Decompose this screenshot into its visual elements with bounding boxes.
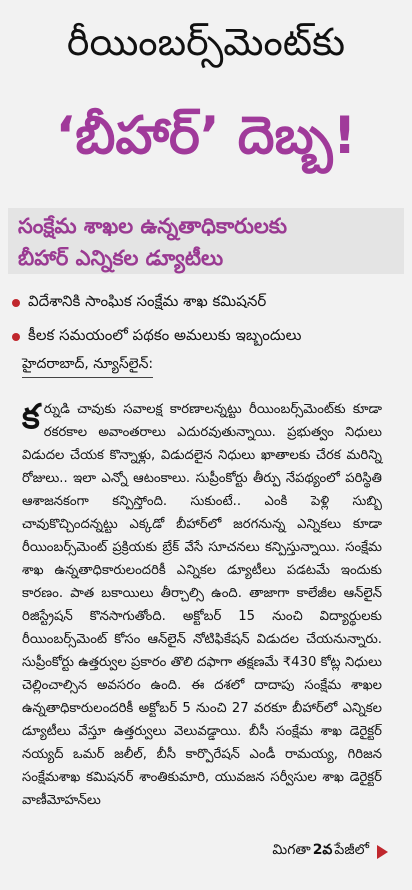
arrow-right-icon	[377, 845, 388, 859]
subheading-box	[8, 208, 404, 274]
subheading-line-2: బీహార్ ఎన్నికల డ్యూటీలు	[18, 246, 224, 270]
article-body	[22, 398, 382, 812]
bullet-item	[8, 286, 404, 320]
bullet-list	[8, 286, 404, 354]
headline-line-1: రీయింబర్స్‌మెంట్‌కు	[66, 20, 346, 64]
bullet-dot-icon	[12, 299, 20, 307]
continued-on-page[interactable]	[272, 842, 388, 861]
continued-suffix: పేజీలో	[334, 842, 369, 858]
bullet-text: విదేశానికి సాంఘిక సంక్షేమ శాఖ కమిషనర్	[28, 292, 267, 310]
drop-cap: క	[22, 397, 40, 437]
headline-line-2: ‘బీహార్’ దెబ్బ!	[55, 106, 357, 166]
continued-prefix: మిగతా	[272, 842, 311, 858]
continued-page-number: 2వ	[312, 842, 333, 858]
bullet-text: కీలక సమయంలో పథకం అమలుకు ఇబ్బందులు	[28, 326, 302, 344]
bullet-item	[8, 320, 404, 354]
article-body-text: ర్నుడి చావుకు సవాలక్ష కారణాలన్నట్టు రీయింబర్స్‌మెంట్‌కు కూడా రకరకాల అవాంతరాలు ఎదురవుతున్నాయి. ప్రభుత్వం నిధులు విడుదల చేయక కొన్నాళ్లు, విడుదలైన నిధులు ఖాతాలకు చేరక మరిన్ని రోజులు.. ఇలా ఎన్నో ఆటంకాలు. సుప్రీంకోర్టు తీర్పు నేపథ్యంలో పరిస్థితి ఆశాజనకంగా కన్పిస్తోంది. సుకుంటే.. ఎంకి పెళ్లి సుబ్బి చావుకొచ్చిందన్నట్టు ఎక్కడో బీహార్‌లో జరగనున్న ఎన్నికలు కూడా రీయింబర్స్‌మెంట్ ప్రక్రియకు బ్రేక్ వేసే సూచనలు కన్పిస్తున్నాయి. సంక్షేమ శాఖ ఉన్నతాధికారులందరికీ ఎన్నికల డ్యూటీలు పడటమే ఇందుకు కారణం. పాత బకాయిలు తీర్చాల్సి ఉంది. తాజాగా కాలేజీల ఆన్‌లైన్ రిజిస్ట్రేషన్ కొనసాగుతోంది. అక్టోబర్ 15 నుంచి విద్యార్థులకు రీయింబర్స్‌మెంట్ కోసం ఆన్‌లైన్ నోటిఫికేషన్ విడుదల చేయనున్నారు. సుప్రీంకోర్టు ఉత్తర్వుల ప్రకారం తొలి దఫాగా తక్షణమే ₹430 కోట్ల నిధులు చెల్లించాల్సిన అవసరం ఉంది. ఈ దశలో దాదాపు సంక్షేమ శాఖల ఉన్నతాధికారులందరికీ అక్టోబర్ 5 నుంచి 27 వరకూ బీహార్‌లో ఎన్నికల డ్యూటీలు వేస్తూ ఉత్తర్వులు వెలువడ్డాయి. బీసీ సంక్షేమ శాఖ డెరైక్టర్ నయ్యద్ ఒమర్ జలీల్, బీసీ కార్పొరేషన్ ఎండీ రామయ్య, గిరిజన సంక్షేమశాఖ కమిషనర్ శాంతికుమారి, యువజన సర్వీసుల శాఖ డెరైక్టర్ వాణీమోహన్‌లు	[22, 402, 382, 808]
subheading-line-1: సంక్షేమ శాఖల ఉన్నతాధికారులకు	[18, 214, 288, 238]
bullet-dot-icon	[12, 333, 20, 341]
dateline: హైదరాబాద్, న్యూస్‌లైన్:	[22, 356, 153, 378]
